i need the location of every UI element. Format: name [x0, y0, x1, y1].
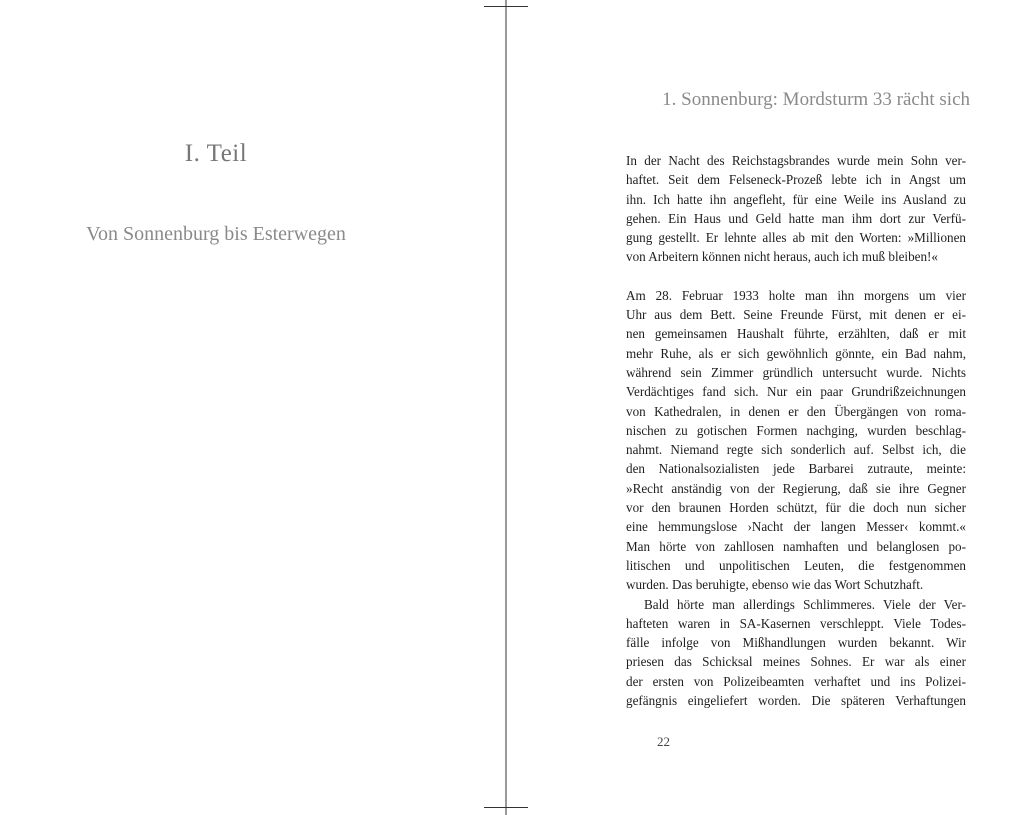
page-number: 22 [657, 734, 670, 749]
text-line: litischen und unpolitischen Leuten, die festgenommen [626, 557, 966, 573]
left-page [0, 0, 505, 815]
text-line: ihn. Ich hatte ihn angefleht, für eine Weile ins Ausland zu [626, 191, 966, 207]
text-line: nahmt. Niemand regte sich sonderlich auf. Selbst ich, die [626, 442, 966, 458]
text-line: hafteten waren in SA-Kasernen verschleppt. Viele Todes- [626, 615, 966, 631]
text-line: Man hörte von zahllosen namhaften und belanglosen po- [626, 538, 966, 554]
part-title: I. Teil [184, 140, 248, 167]
text-line: während sein Zimmer gründlich untersucht wurde. Nichts [626, 364, 966, 380]
text-line: priesen das Schicksal meines Sohnes. Er war als einer [626, 654, 966, 670]
text-line: gefängnis eingeliefert worden. Die späteren Verhaftungen [626, 693, 966, 709]
text-line: haftet. Seit dem Felseneck-Prozeß lebte ich in Angst um [626, 172, 966, 188]
text-line: Am 28. Februar 1933 holte man ihn morgens um vier [626, 287, 966, 303]
text-line: Bald hörte man allerdings Schlimmeres. Viele der Ver- [644, 596, 966, 612]
text-line: Verdächtiges fand sich. Nur ein paar Grundrißzeichnungen [626, 384, 966, 400]
text-line: von Arbeitern können nicht heraus, auch ich muß bleiben!« [626, 249, 938, 265]
text-line: nen gemeinsamen Haushalt führte, erzählten, daß er mit [626, 326, 966, 342]
text-line: gehen. Ein Haus und Geld hatte man ihm dort zur Verfü- [626, 210, 966, 226]
text-line: fälle infolge von Mißhandlungen wurden bekannt. Wir [626, 635, 966, 651]
paragraph-1 [626, 151, 966, 267]
text-line: In der Nacht des Reichstagsbrandes wurde mein Sohn ver- [626, 153, 966, 168]
text-line: wurden. Das beruhigte, ebenso wie das Wort Schutzhaft. [626, 577, 924, 593]
text-line: gung gestellt. Er lehnte alles ab mit den Worten: »Millionen [626, 230, 966, 246]
body-text [626, 151, 966, 710]
text-line: vor den braunen Horden schützt, für die doch nun sicher [626, 500, 966, 516]
part-subtitle: Von Sonnenburg bis Esterwegen [86, 223, 346, 245]
text-line: »Recht anständig von der Regierung, daß sie ihre Gegner [626, 480, 966, 496]
text-line: der ersten von Polizeibeamten verhaftet und ins Polizei- [626, 673, 966, 689]
text-line: eine hemmungslose ›Nacht der langen Messer‹ kommt.« [626, 519, 966, 535]
text-line: von Kathedralen, in denen er den Übergängen von roma- [626, 403, 966, 419]
text-line: den Nationalsozialisten jede Barbarei zutraute, meinte: [626, 461, 966, 477]
text-line: Uhr aus dem Bett. Seine Freunde Fürst, mit denen er ei- [626, 307, 966, 323]
chapter-title: 1. Sonnenburg: Mordsturm 33 rächt sich [662, 89, 970, 110]
paragraph-3 [626, 595, 966, 711]
text-line: nischen zu gotischen Formen nachging, wurden beschlag- [626, 422, 966, 438]
text-line: mehr Ruhe, als er sich gewöhnlich gönnte, ein Bad nahm, [626, 345, 966, 361]
right-page [507, 0, 1016, 815]
paragraph-2 [626, 286, 966, 595]
